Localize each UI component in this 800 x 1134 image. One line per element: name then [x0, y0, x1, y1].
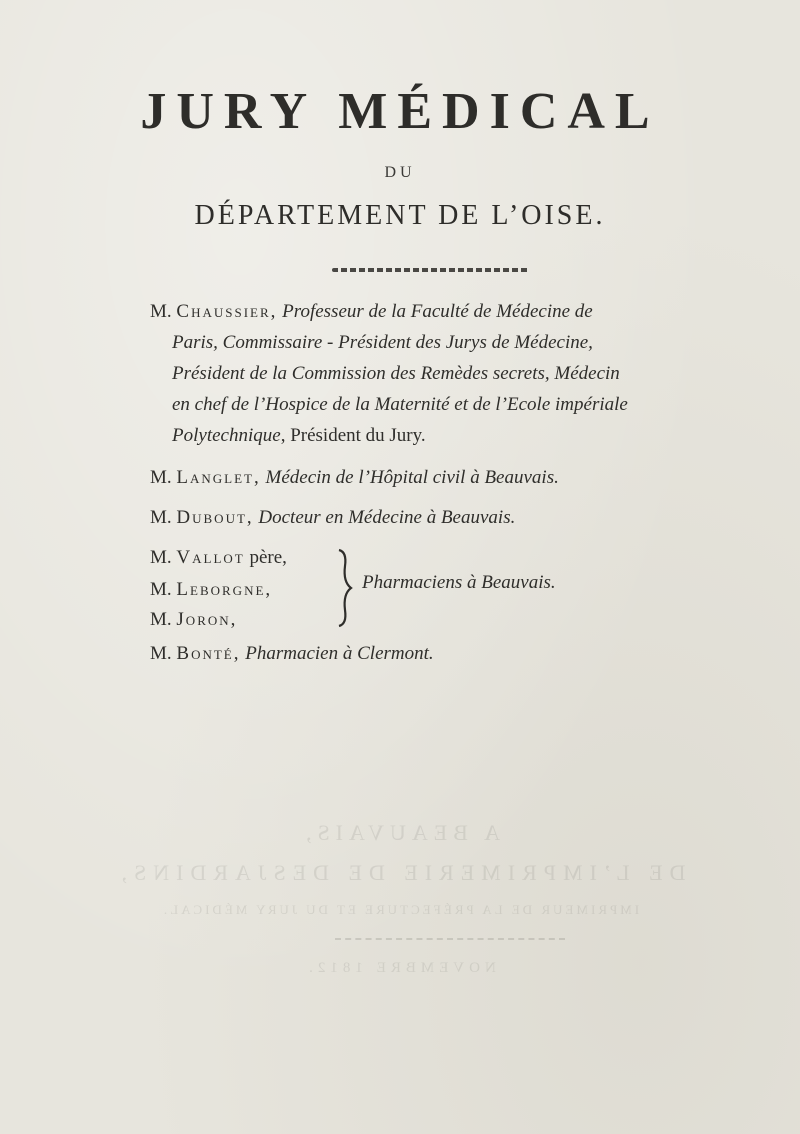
member-suffix: père,: [249, 547, 287, 568]
member-prefix: M.: [150, 547, 172, 568]
member-name: Vallot: [176, 547, 245, 568]
member-name: Dubout,: [176, 507, 254, 528]
member-role: Docteur en Médecine à Beauvais.: [258, 507, 516, 528]
member-prefix: M.: [150, 507, 172, 528]
member-entry-joron: [150, 604, 730, 635]
member-role-tail: , Président du Jury.: [280, 425, 426, 446]
member-name: Langlet,: [176, 467, 261, 488]
member-role: Médecin de l’Hôpital civil à Beauvais.: [265, 467, 559, 488]
bleed-through-line: DE L’IMPRIMERIE DE DESJARDINS,: [114, 860, 686, 885]
bleed-through-line: IMPRIMEUR DE LA PRÉFECTURE ET DU JURY MÉDICAL.: [160, 902, 640, 917]
member-entry-chaussier: [150, 296, 752, 451]
document-title: JURY MÉDICAL: [140, 83, 660, 140]
decorative-rule: [332, 268, 530, 272]
member-entry-vallot: [150, 542, 730, 573]
member-entry-bonte: [150, 638, 730, 669]
member-role: Pharmacien à Clermont.: [245, 643, 434, 664]
member-entry-dubout: [150, 502, 730, 533]
member-prefix: M.: [150, 643, 172, 664]
bleed-through-line: A BEAUVAIS,: [299, 820, 501, 845]
member-role-line: Professeur de la Faculté de Médecine de: [282, 301, 593, 322]
pharmacists-group-label: Pharmaciens à Beauvais.: [362, 572, 556, 593]
member-prefix: M.: [150, 467, 172, 488]
member-entry-langlet: [150, 462, 730, 493]
member-name: Leborgne,: [176, 579, 273, 600]
member-prefix: M.: [150, 301, 172, 322]
member-role-line: Paris, Commissaire - Président des Jurys de Médecine,: [172, 332, 593, 353]
title-connector: DU: [384, 164, 416, 181]
bleed-through-line: NOVEMBRE 1812.: [304, 960, 496, 976]
member-name: Bonté,: [176, 643, 241, 664]
member-name: Joron,: [176, 609, 238, 630]
member-prefix: M.: [150, 579, 172, 600]
member-prefix: M.: [150, 609, 172, 630]
bleed-through-rule: [335, 938, 565, 940]
member-role-line: en chef de l’Hospice de la Maternité et de l’Ecole impériale: [172, 394, 628, 415]
member-role-line: Président de la Commission des Remèdes secrets, Médecin: [172, 363, 620, 384]
department-heading: DÉPARTEMENT DE L’OISE.: [194, 200, 606, 231]
member-name: Chaussier,: [176, 301, 278, 322]
grouping-brace: [335, 548, 353, 628]
member-role-line: Polytechnique: [172, 425, 281, 446]
